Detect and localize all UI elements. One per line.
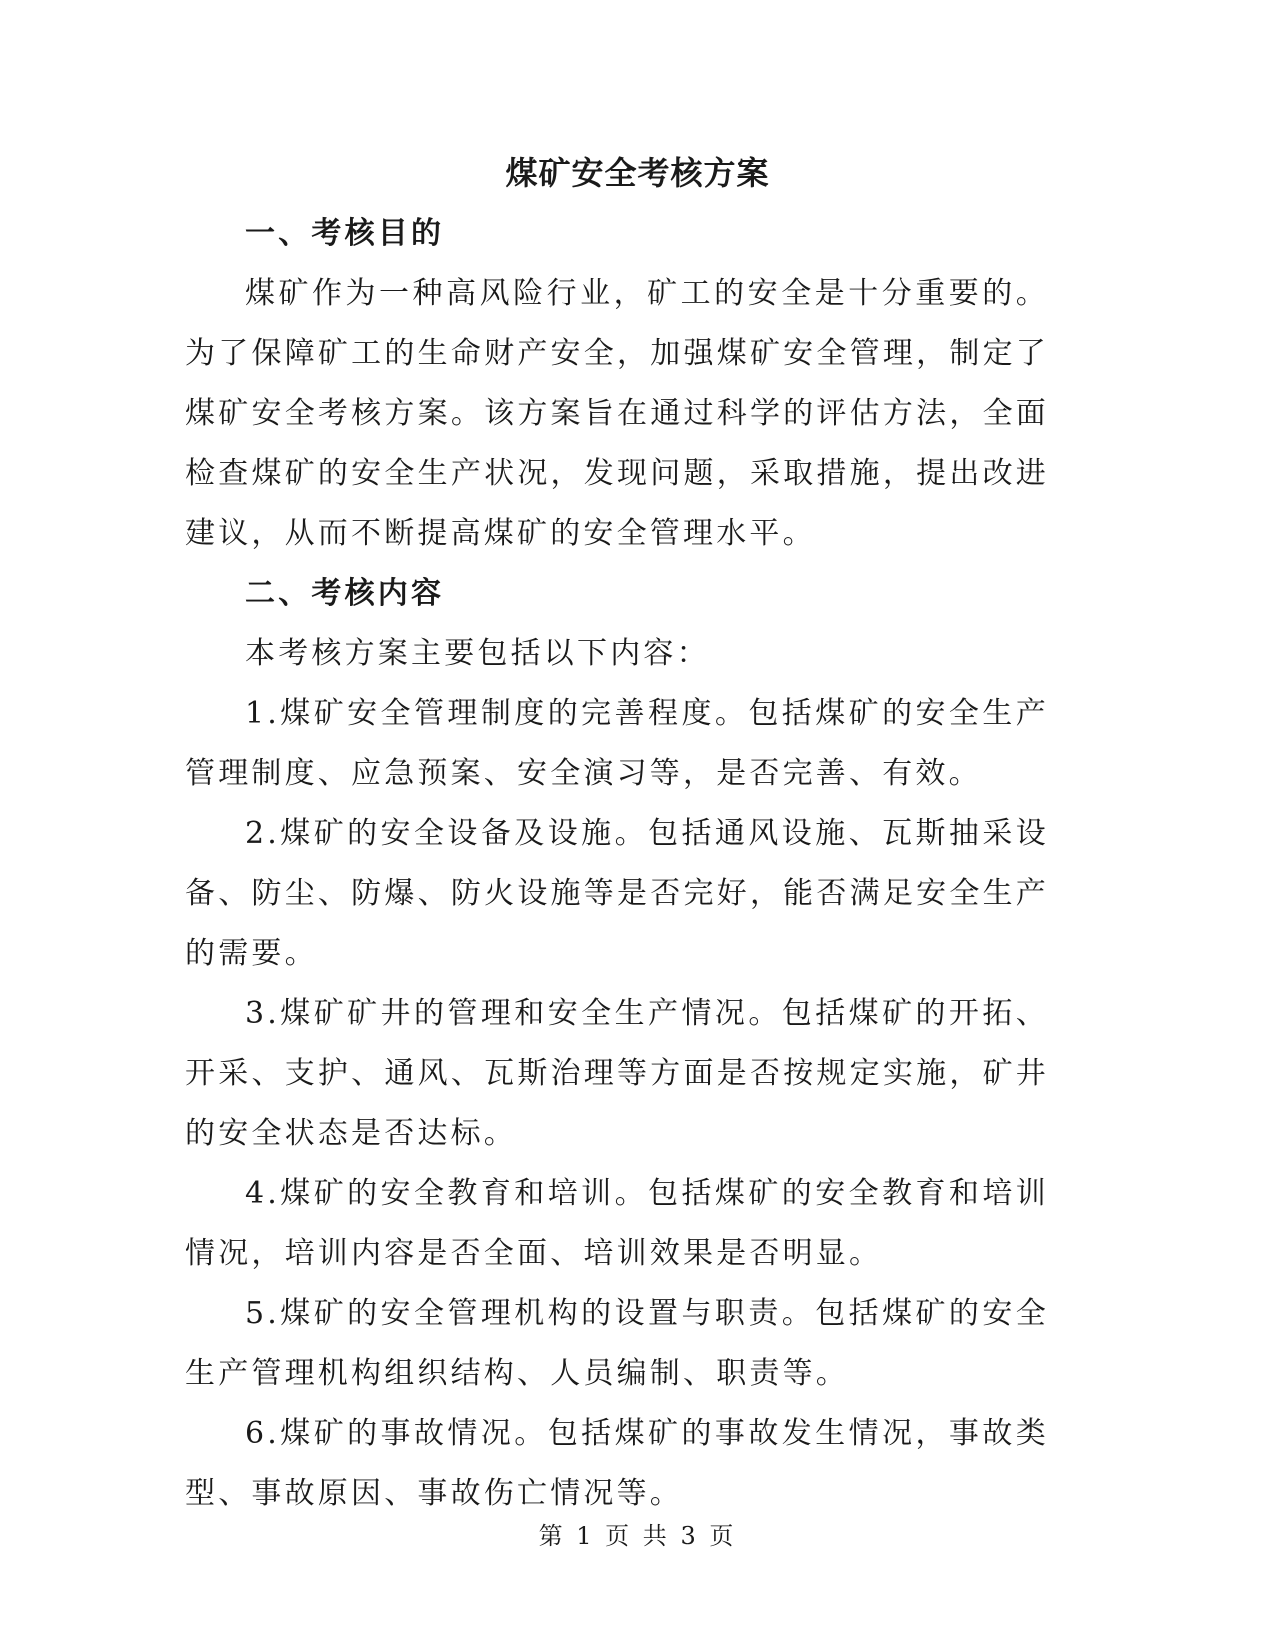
document-title: 煤矿安全考核方案 bbox=[505, 154, 770, 192]
paragraph-purpose: 煤矿作为一种高风险行业，矿工的安全是十分重要的。为了保障矿工的生命财产安全，加强煤矿安全管理，制定了煤矿安全考核方案。该方案旨在通过科学的评估方法，全面检查煤矿的安全生产状况，发现问题，采取措施，提出改进建议，从而不断提高煤矿的安全管理水平。 bbox=[185, 276, 1049, 551]
list-item: 3.煤矿矿井的管理和安全生产情况。包括煤矿的开拓、开采、支护、通风、瓦斯治理等方面是否按规定实施，矿井的安全状态是否达标。 bbox=[185, 996, 1049, 1151]
list-item: 1.煤矿安全管理制度的完善程度。包括煤矿的安全生产管理制度、应急预案、安全演习等，是否完善、有效。 bbox=[185, 696, 1049, 791]
list-item: 5.煤矿的安全管理机构的设置与职责。包括煤矿的安全生产管理机构组织结构、人员编制、职责等。 bbox=[185, 1296, 1049, 1391]
list-item: 6.煤矿的事故情况。包括煤矿的事故发生情况，事故类型、事故原因、事故伤亡情况等。 bbox=[185, 1416, 1049, 1511]
section-heading-purpose: 一、考核目的 bbox=[245, 216, 445, 251]
list-item: 4.煤矿的安全教育和培训。包括煤矿的安全教育和培训情况，培训内容是否全面、培训效果是否明显。 bbox=[185, 1176, 1049, 1271]
paragraph-content-intro: 本考核方案主要包括以下内容： bbox=[245, 636, 710, 671]
list-item: 2.煤矿的安全设备及设施。包括通风设施、瓦斯抽采设备、防尘、防爆、防火设施等是否完好，能否满足安全生产的需要。 bbox=[185, 816, 1049, 971]
document-body bbox=[185, 204, 1049, 1524]
page-number-footer: 第 1 页 共 3 页 bbox=[538, 1522, 737, 1550]
section-heading-content: 二、考核内容 bbox=[245, 576, 445, 611]
